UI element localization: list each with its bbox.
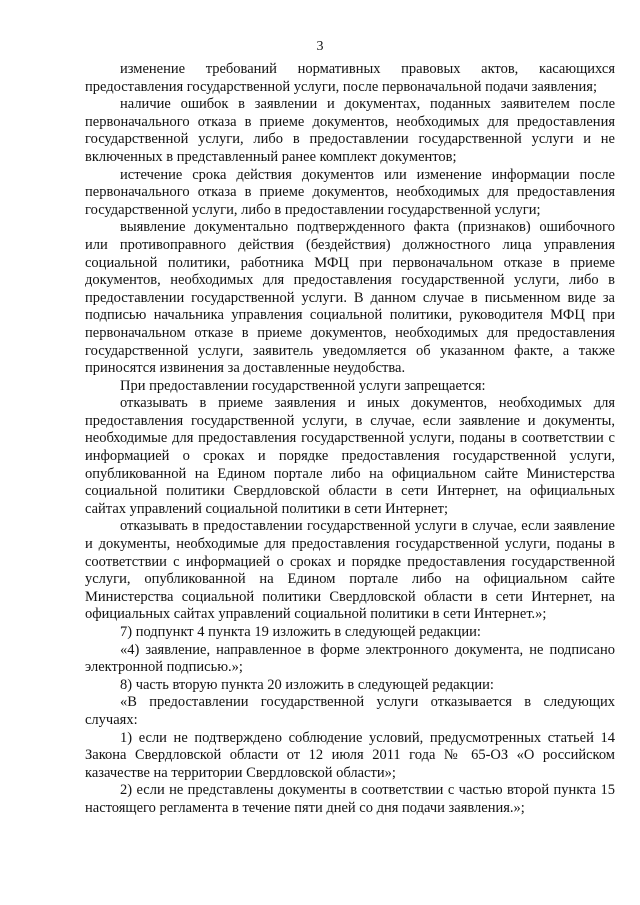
paragraph-document-expiry: истечение срока действия документов или изменение информации после первоначального отказа в приеме документов, необходимых для предоставления государственной услуги, либо в предоставлении государственной услуги; [85,166,615,218]
paragraph-official-misconduct: выявление документально подтвержденного факта (признаков) ошибочного или противоправного действия (бездействия) должностного лица управления социальной политики, работника МФЦ при первоначальном отказе в приеме документов, необходимых для предоставления государственной услуги, либо в предоставлении государственной услуги. В данном случае в письменном виде за подписью начальника управления социальной политики, руководителя МФЦ при первоначальном отказе в приеме документов, необходимых для предоставления государственной услуги, заявитель уведомляется об указанном факте, а также приносятся извинения за доставленные неудобства. [85,219,615,377]
paragraph-errors-in-application: наличие ошибок в заявлении и документах, поданных заявителем после первоначального отказа в приеме документов, необходимых для предоставления государственной услуги, либо в предоставлении государственной услуги и не включенных в представленный ранее комплект документов; [85,96,615,165]
paragraph-amendment-8: 8) часть вторую пункта 20 изложить в следующей редакции: [120,676,494,693]
paragraph-amendment-7: 7) подпункт 4 пункта 19 изложить в следующей редакции: [120,624,481,640]
document-body [85,61,615,818]
paragraph-prohibitions-intro: При предоставлении государственной услуги запрещается: [120,377,486,394]
paragraph-refusal-reason-1: 1) если не подтверждено соблюдение условий, предусмотренных статьей 14 Закона Свердловской области от 12 июля 2011 года № 65-ОЗ «О российском казачестве на территории Свердловской области»; [85,729,615,781]
paragraph-prohibition-refuse-service: отказывать в предоставлении государственной услуги в случае, если заявление и документы, необходимые для предоставления государственной услуги, поданы в соответствии с информацией о сроках и порядке предоставления государственной услуги, опубликованной на Едином портале либо на официальном сайте Министерства социальной политики Свердловской области в сети Интернет, на официальных сайтах управлений социальной политики в сети Интернет.»; [85,518,615,623]
paragraph-prohibition-refuse-acceptance: отказывать в приеме заявления и иных документов, необходимых для предоставления государственной услуги, в случае, если заявление и документы, необходимые для предоставления государственной услуги, поданы в соответствии с информацией о сроках и порядке предоставления государственной услуги, опубликованной на Едином портале либо на официальном сайте Министерства социальной политики Свердловской области в сети Интернет, на официальных сайтах управлений социальной политики в сети Интернет; [85,395,615,517]
paragraph-refusal-reason-2: 2) если не представлены документы в соответствии с частью второй пункта 15 настоящего регламента в течение пяти дней со дня подачи заявления.»; [85,782,615,816]
page-number: 3 [316,39,324,54]
paragraph-regulation-change: изменение требований нормативных правовых актов, касающихся предоставления государственной услуги, после первоначальной подачи заявления; [85,61,615,95]
paragraph-refusal-intro: «В предоставлении государственной услуги отказывается в следующих случаях: [85,694,615,728]
paragraph-subclause-4: «4) заявление, направленное в форме электронного документа, не подписано электронной подписью.»; [85,641,615,676]
